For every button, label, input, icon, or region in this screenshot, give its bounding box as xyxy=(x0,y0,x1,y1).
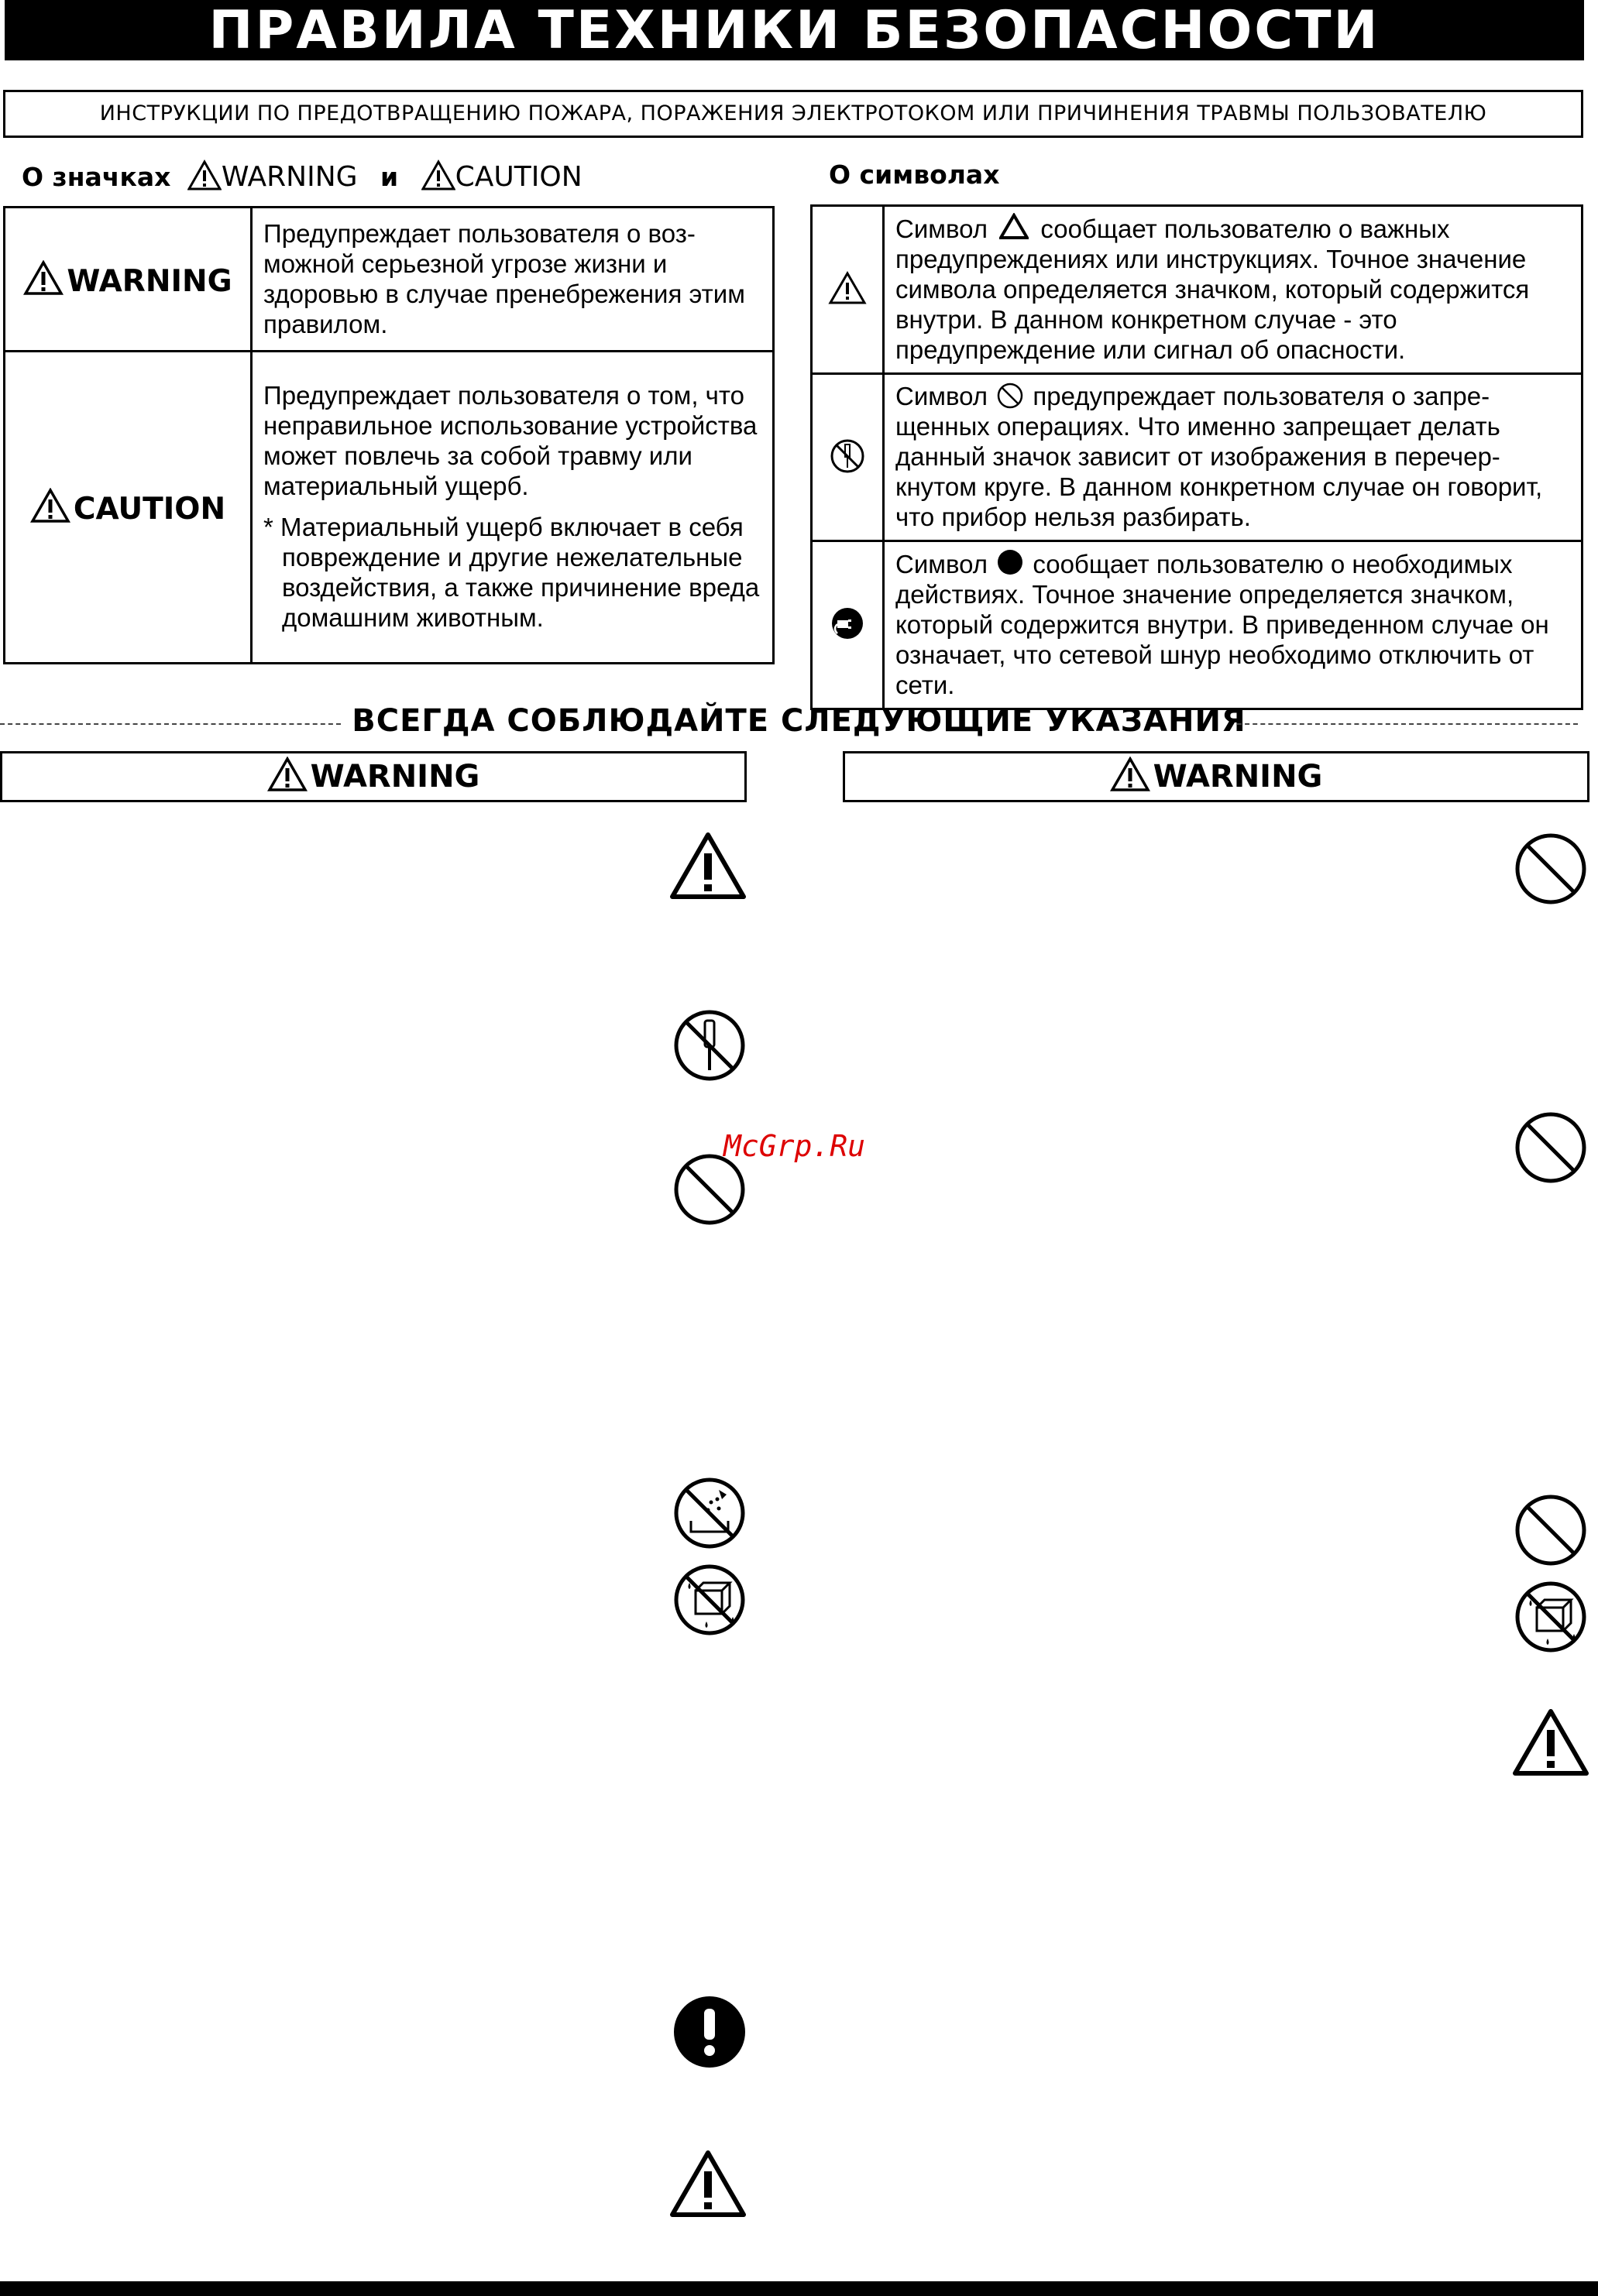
mandatory-action-icon xyxy=(672,1995,747,2069)
about-signs-warning: WARNING xyxy=(221,161,358,193)
unplug-icon xyxy=(830,606,865,641)
bottom-bar xyxy=(0,2281,1598,2296)
prohibit-icon xyxy=(1514,832,1588,906)
symbol-prohibit-text xyxy=(884,374,1583,541)
caution-triangle-icon xyxy=(30,488,70,523)
sign-row-caution xyxy=(5,352,774,664)
watermark: McGrp.Ru xyxy=(723,1129,866,1163)
symbol-word: Символ xyxy=(895,382,988,410)
prohibit-icon xyxy=(1514,1493,1588,1567)
no-disassemble-icon xyxy=(830,438,865,474)
warning-description: Предупреждает пользователя о возможной серьезной угрозе жизни и здоровью в случае пренебрежения этим правилом. xyxy=(252,208,774,352)
caution-note: * Материальный ущерб включает в себя повреждение и другие нежелательные воздействия, а также причинение вреда домашним животным. xyxy=(263,513,760,632)
signs-table xyxy=(3,206,775,664)
warning-box-right xyxy=(843,751,1589,802)
sign-row-warning xyxy=(5,208,774,352)
page-title: ПРАВИЛА ТЕХНИКИ БЕЗОПАСНОСТИ xyxy=(5,0,1584,60)
warning-triangle-icon xyxy=(23,260,64,296)
prohibit-circle-icon xyxy=(996,382,1024,410)
caution-label: CAUTION xyxy=(73,492,226,527)
symbols-table xyxy=(810,204,1583,710)
symbol-word: Символ xyxy=(895,214,988,243)
triangle-warning-icon xyxy=(828,271,867,305)
symbol-row-mandatory xyxy=(812,541,1583,709)
dashed-divider-left xyxy=(0,723,341,725)
warning-label-cell xyxy=(5,208,252,352)
warning-triangle-icon xyxy=(267,757,308,792)
symbol-row-prohibit xyxy=(812,374,1583,541)
no-disassemble-icon xyxy=(672,1008,747,1083)
symbol-mandatory-description: сообщает пользователю о необходимых действиях. Точное значение определяется значком, который содержится внутри. В приведенном случае он означает, что сетевой шнур необходимо отключить от сети. xyxy=(895,550,1549,699)
symbol-prohibit-description: предупреждает пользователя о запрещенных операциях. Что именно запрещает делать данный значок зависит от изображения в перечеркнутом круге. В данном конкретном случае он говорит, что прибор нельзя разбирать. xyxy=(895,382,1543,531)
open-triangle-icon xyxy=(999,213,1029,239)
symbol-triangle-description: сообщает пользователю о важных предупреждениях или инструкциях. Точное значение символа определяется значком, который содержится внутри. В данном конкретном случае - это предупреждение или сигнал об опасности. xyxy=(895,214,1530,364)
symbol-triangle-text xyxy=(884,206,1583,374)
warning-triangle-icon xyxy=(187,160,222,190)
no-liquids-icon xyxy=(672,1563,747,1637)
dashed-divider-right xyxy=(1237,723,1578,725)
caution-description: Предупреждает пользователя о том, что неправильное использование устройства может повлечь за собой травму или материальный ущерб. xyxy=(263,381,758,500)
caution-triangle-icon xyxy=(668,2148,748,2219)
prohibit-icon xyxy=(672,1152,747,1227)
warning-triangle-icon xyxy=(1110,757,1150,792)
warning-box-left xyxy=(0,751,747,802)
page-subtitle: ИНСТРУКЦИИ ПО ПРЕДОТВРАЩЕНИЮ ПОЖАРА, ПОРАЖЕНИЯ ЭЛЕКТРОТОКОМ ИЛИ ПРИЧИНЕНИЯ ТРАВМЫ ПОЛЬЗОВАТЕЛЮ xyxy=(3,90,1583,138)
about-symbols-heading: О символах xyxy=(829,160,1000,190)
symbol-word: Символ xyxy=(895,550,988,578)
no-liquids-icon xyxy=(1514,1580,1588,1654)
caution-triangle-icon xyxy=(1510,1707,1591,1778)
prohibit-icon xyxy=(1514,1110,1588,1185)
warning-box-right-label: WARNING xyxy=(1153,759,1323,795)
about-signs-prefix: О значках xyxy=(22,162,171,192)
caution-triangle-icon xyxy=(668,830,748,901)
caution-description-cell xyxy=(252,352,774,664)
caution-triangle-icon xyxy=(421,160,455,190)
about-signs-and: и xyxy=(380,162,399,192)
no-shower-icon xyxy=(672,1476,747,1550)
about-signs-caution: CAUTION xyxy=(455,161,582,193)
about-signs-heading xyxy=(22,160,582,193)
symbol-mandatory-text xyxy=(884,541,1583,709)
always-follow-heading: ВСЕГДА СОБЛЮДАЙТЕ СЛЕДУЮЩИЕ УКАЗАНИЯ xyxy=(352,703,1246,739)
caution-label-cell xyxy=(5,352,252,664)
warning-box-left-label: WARNING xyxy=(310,759,480,795)
symbol-row-triangle xyxy=(812,206,1583,374)
warning-label: WARNING xyxy=(67,263,232,299)
filled-circle-icon xyxy=(996,548,1024,576)
